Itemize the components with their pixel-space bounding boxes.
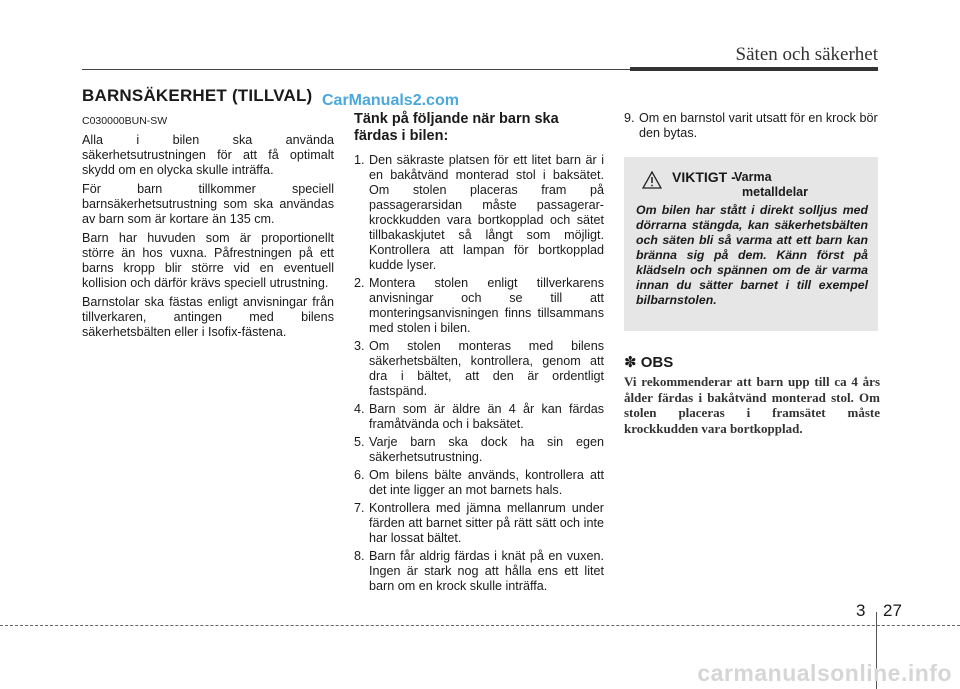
section-title: BARNSÄKERHET (TILLVAL) [82,86,313,105]
intro-paragraph: För barn tillkommer speciell barnsäkerhetsutrustning som ska användas av barn som är kortare än 135 cm. [82,182,334,226]
list-text: Varje barn ska dock ha sin egen säkerhetsutrustning. [369,435,604,464]
list-number: 5. [354,435,365,449]
header-title: Säten och säkerhet [735,44,878,65]
list-item [354,276,604,336]
list-text: Om stolen monteras med bilens säkerhetsbälten, kontrollera, genom att dra i bältet, att den är ordentligt fastspänd. [369,339,604,398]
list-text: Kontrollera med jämna mellanrum under färden att barnet sitter på rätt sätt och inte har lossat bältet. [369,501,604,545]
continued-column [624,111,880,141]
warning-subject: Varma [734,170,772,184]
intro-column [82,114,334,344]
intro-paragraph: Barn har huvuden som är proportionellt större än hos vuxna. Påfrestningen på ett barns kropp blir större vid en eventuell kollision och därför krävs speciell utrustning. [82,231,334,290]
warning-label: VIKTIGT - [672,169,736,185]
list-text: Den säkraste platsen för ett litet barn är i en bakåtvänd monterad stol i baksätet. Om stolen placeras fram på passagerarsidan måste passagerar-krockkudden vara bortkopplad och sätet tillbakaskjutet så långt som möjligt. Kontrollera att lampan för bortkopplad kudde lyser. [369,153,604,272]
intro-paragraph: Alla i bilen ska använda säkerhetsutrustningen för att få optimalt skydd om en olycka skulle inträffa. [82,133,334,177]
warning-subject-line2: metalldelar [742,185,809,199]
list-text: Om bilens bälte används, kontrollera att det inte ligger an mot barnets hals. [369,468,604,497]
list-item [354,402,604,432]
intro-paragraph: Barnstolar ska fästas enligt anvisningar från tillverkaren, antingen med bilens säkerhetsbälten eller i Isofix-fästena. [82,295,334,339]
list-number: 6. [354,468,365,482]
list-text: Barn som är äldre än 4 år kan färdas framåtvända och i baksätet. [369,402,604,431]
note-text: Vi rekommenderar att barn upp till ca 4 års ålder färdas i bakåtvänd monterad stol. Om stolen placeras i framsätet måste krockkudden vara bortkopplad. [624,374,880,436]
list-text: Montera stolen enligt tillverkarens anvisningar och se till att monteringsanvisningen finns tillsammans med stolen i bilen. [369,276,604,335]
list-item [354,153,604,273]
header-rule-thin [82,69,630,70]
list-number: 4. [354,402,365,416]
footer-rule [0,625,960,626]
guidelines-heading: Tänk på följande när barn ska färdas i bilen: [354,111,559,144]
list-item [624,111,880,141]
list-text: Om en barnstol varit utsatt för en krock bör den bytas. [639,111,878,140]
site-watermark: carmanualsonline.info [697,660,952,686]
list-item [354,435,604,465]
section-code: C030000BUN-SW [82,115,168,127]
guidelines-list [354,153,604,594]
warning-box [624,157,878,331]
watermark-link[interactable]: CarManuals2.com [322,92,459,109]
warning-header [636,169,868,203]
header-rule-thick [630,67,878,71]
list-text: Barn får aldrig färdas i knät på en vuxen. Ingen är stark nog att hålla ens ett litet barn om en krock skulle inträffa. [369,549,604,593]
list-number: 7. [354,501,365,515]
list-number: 1. [354,153,365,167]
list-item [354,549,604,594]
list-item [354,339,604,399]
guidelines-column [354,111,604,597]
note-title: ✽ OBS [624,354,674,371]
list-number: 9. [624,111,635,125]
list-item [354,468,604,498]
list-item [354,501,604,546]
list-number: 2. [354,276,365,290]
list-number: 3. [354,339,365,353]
chapter-number: 3 [856,601,866,620]
warning-triangle-icon [642,171,662,189]
warning-text: Om bilen har stått i direkt solljus med dörrarna stängda, kan säkerhetsbälten och säten bli så varma att ett barn kan bränna sig på dem. Känn först på klädseln och spännen om de är varma innan du sätter barnet i till exempel bilbarnstolen. [636,203,868,307]
page-number: 27 [883,601,902,620]
list-number: 8. [354,549,365,563]
